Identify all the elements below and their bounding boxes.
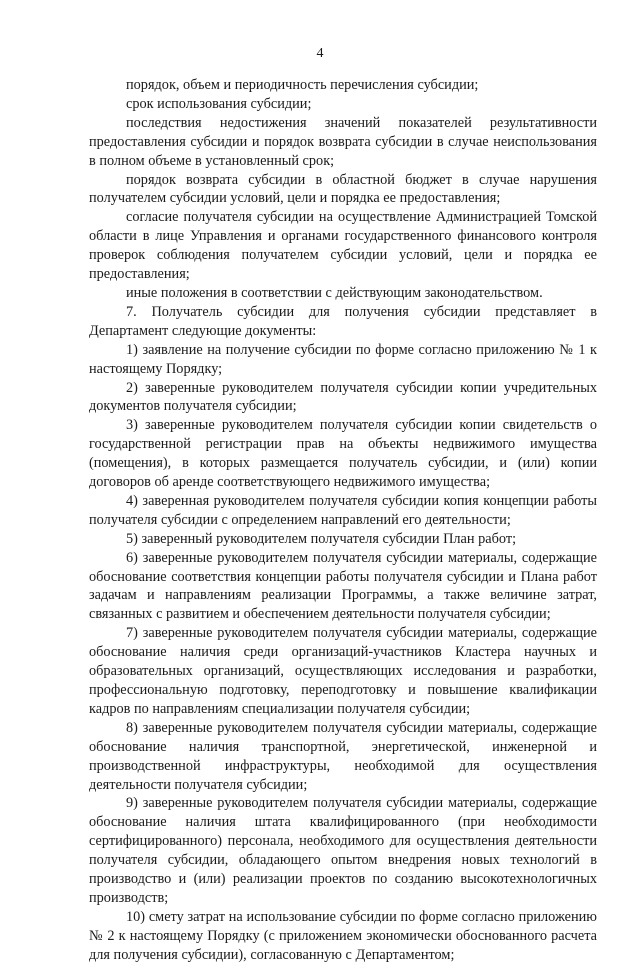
list-item-2: 2) заверенные руководителем получателя субсидии копии учредительных документов получателя субсидии; [89, 379, 597, 415]
paragraph-other-provisions: иные положения в соответствии с действующим законодательством. [126, 284, 543, 301]
page-number: 4 [316, 46, 324, 61]
paragraph-subsidy-term: срок использования субсидии; [126, 95, 312, 112]
list-item-1: 1) заявление на получение субсидии по форме согласно приложению № 1 к настоящему Порядку; [89, 341, 597, 377]
list-item-8: 8) заверенные руководителем получателя субсидии материалы, содержащие обоснование наличия транспортной, энергетической, инженерной и производственной инфраструктуры, необходимой для осуществления деятельности получателя субсидии; [89, 719, 597, 793]
paragraph-non-achievement-consequences: последствия недостижения значений показателей результативности предоставления субсидии и порядок возврата субсидии в случае неиспользования в полном объеме в установленный срок; [89, 114, 597, 169]
document-body [89, 76, 597, 965]
list-item-9: 9) заверенные руководителем получателя субсидии материалы, содержащие обоснование наличия штата квалифицированного (при необходимости сертифицированного) персонала, необходимого для осуществления деятельности получателя субсидии, обладающего опытом внедрения новых технологий в производство и (или) реализации проектов по созданию высокотехнологичных производств; [89, 795, 597, 906]
list-item-5: 5) заверенный руководителем получателя субсидии План работ; [126, 530, 517, 547]
paragraph-consent-to-checks: согласие получателя субсидии на осуществление Администрацией Томской области в лице Управления и органами государственного финансового контроля проверок соблюдения получателем субсидии условий, цели и порядка ее предоставления; [89, 209, 597, 283]
list-item-6: 6) заверенные руководителем получателя субсидии материалы, содержащие обоснование соответствия концепции работы получателя субсидии и Плана работ задачам и направлениям реализации Программы, а также величине затрат, связанных с развитием и обеспечением деятельности получателя субсидии; [89, 549, 597, 623]
list-item-3: 3) заверенные руководителем получателя субсидии копии свидетельств о государственной регистрации прав на объекты недвижимого имущества (помещения), в которых размещается получатель субсидии, и (или) копии договоров об аренде соответствующего недвижимого имущества; [89, 417, 597, 491]
paragraph-return-procedure: порядок возврата субсидии в областной бюджет в случае нарушения получателем субсидии условий, цели и порядка ее предоставления; [89, 171, 597, 207]
paragraph-subsidy-transfer-order: порядок, объем и периодичность перечисления субсидии; [126, 77, 479, 93]
list-item-4: 4) заверенная руководителем получателя субсидии копия концепции работы получателя субсидии с определением направлений его деятельности; [89, 492, 597, 528]
paragraph-item-7-documents: 7. Получатель субсидии для получения субсидии представляет в Департамент следующие документы: [89, 303, 597, 339]
list-item-7: 7) заверенные руководителем получателя субсидии материалы, содержащие обоснование наличия среди организаций-участников Кластера научных и образовательных организаций, осуществляющих исследования и разработки, профессиональную подготовку, переподготовку и повышение квалификации кадров по направлениям специализации получателя субсидии; [89, 625, 597, 717]
list-item-10: 10) смету затрат на использование субсидии по форме согласно приложению № 2 к настоящему Порядку (с приложением экономически обоснованного расчета для получения субсидии), согласованную с Департаментом; [89, 908, 597, 963]
